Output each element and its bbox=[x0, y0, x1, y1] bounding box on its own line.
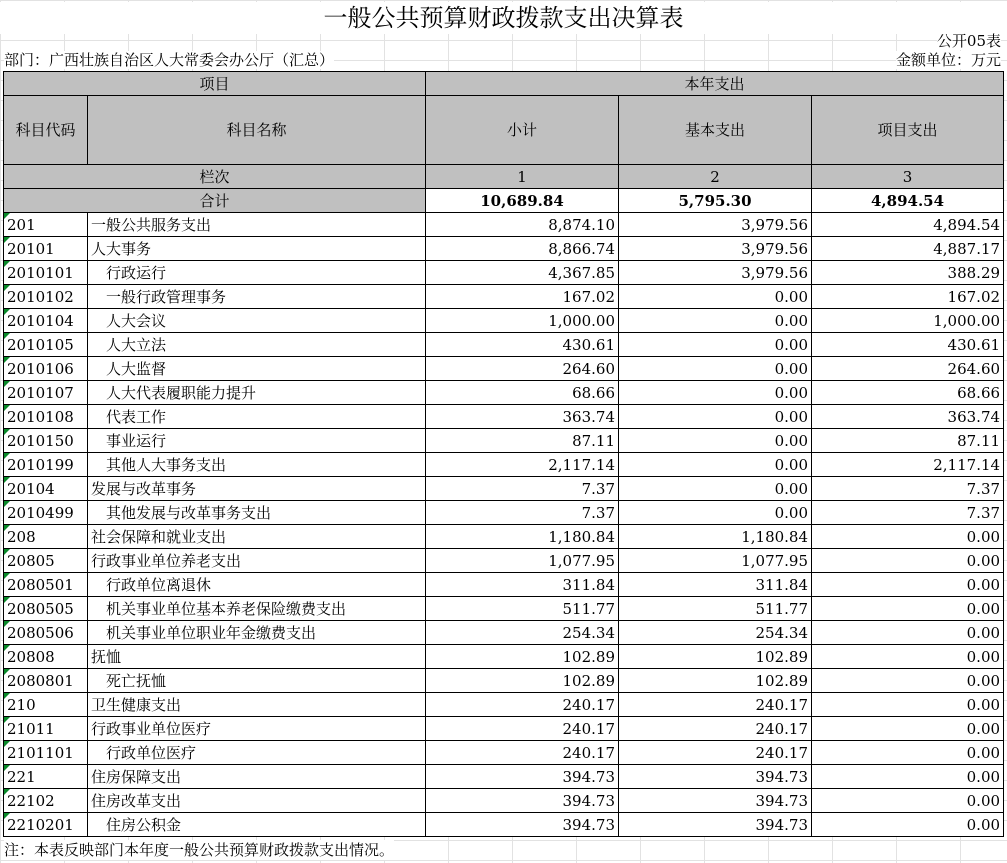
table-row bbox=[4, 213, 1004, 237]
table-row bbox=[4, 717, 1004, 741]
row-name[interactable]: 住房改革支出 bbox=[88, 789, 426, 813]
total-label: 合计 bbox=[4, 189, 426, 213]
row-code[interactable]: 2080801 bbox=[4, 669, 88, 693]
row-project[interactable]: 388.29 bbox=[812, 261, 1004, 285]
row-basic[interactable]: 0.00 bbox=[619, 357, 812, 381]
row-basic[interactable]: 102.89 bbox=[619, 645, 812, 669]
row-project[interactable]: 264.60 bbox=[812, 357, 1004, 381]
row-code[interactable]: 2101101 bbox=[4, 741, 88, 765]
row-project[interactable]: 0.00 bbox=[812, 549, 1004, 573]
table-row bbox=[4, 765, 1004, 789]
table-row bbox=[4, 645, 1004, 669]
row-project[interactable]: 0.00 bbox=[812, 693, 1004, 717]
row-name[interactable]: 行政运行 bbox=[88, 261, 426, 285]
row-basic[interactable]: 240.17 bbox=[619, 741, 812, 765]
row-subtotal[interactable]: 1,000.00 bbox=[426, 309, 619, 333]
header-name: 科目名称 bbox=[88, 96, 426, 165]
row-basic[interactable]: 1,077.95 bbox=[619, 549, 812, 573]
row-name[interactable]: 人大监督 bbox=[88, 357, 426, 381]
row-code[interactable]: 20808 bbox=[4, 645, 88, 669]
row-name[interactable]: 抚恤 bbox=[88, 645, 426, 669]
row-project[interactable]: 4,887.17 bbox=[812, 237, 1004, 261]
total-subtotal: 10,689.84 bbox=[426, 189, 619, 213]
row-name[interactable]: 代表工作 bbox=[88, 405, 426, 429]
row-name[interactable]: 人大事务 bbox=[88, 237, 426, 261]
row-basic[interactable]: 254.34 bbox=[619, 621, 812, 645]
row-basic[interactable]: 0.00 bbox=[619, 405, 812, 429]
total-row bbox=[4, 189, 1004, 213]
row-name[interactable]: 住房保障支出 bbox=[88, 765, 426, 789]
row-code[interactable]: 2010150 bbox=[4, 429, 88, 453]
table-row bbox=[4, 429, 1004, 453]
row-subtotal[interactable]: 511.77 bbox=[426, 597, 619, 621]
row-project[interactable]: 167.02 bbox=[812, 285, 1004, 309]
row-project[interactable]: 4,894.54 bbox=[812, 213, 1004, 237]
row-subtotal[interactable]: 430.61 bbox=[426, 333, 619, 357]
row-name[interactable]: 机关事业单位基本养老保险缴费支出 bbox=[88, 597, 426, 621]
header-row-1 bbox=[4, 72, 1004, 96]
row-subtotal[interactable]: 8,874.10 bbox=[426, 213, 619, 237]
row-subtotal[interactable]: 4,367.85 bbox=[426, 261, 619, 285]
row-project[interactable]: 68.66 bbox=[812, 381, 1004, 405]
total-project: 4,894.54 bbox=[812, 189, 1004, 213]
row-project[interactable]: 7.37 bbox=[812, 477, 1004, 501]
row-project[interactable]: 1,000.00 bbox=[812, 309, 1004, 333]
row-name[interactable]: 其他人大事务支出 bbox=[88, 453, 426, 477]
footnote: 注：本表反映部门本年度一般公共预算财政拨款支出情况。 bbox=[4, 841, 395, 859]
unit-label: 金额单位：万元 bbox=[895, 51, 1001, 69]
row-name[interactable]: 一般公共服务支出 bbox=[88, 213, 426, 237]
column-index-label: 栏次 bbox=[4, 165, 426, 189]
row-name[interactable]: 发展与改革事务 bbox=[88, 477, 426, 501]
row-code[interactable]: 2010199 bbox=[4, 453, 88, 477]
row-basic[interactable]: 511.77 bbox=[619, 597, 812, 621]
row-subtotal[interactable]: 102.89 bbox=[426, 669, 619, 693]
table-row bbox=[4, 573, 1004, 597]
row-subtotal[interactable]: 102.89 bbox=[426, 645, 619, 669]
row-code[interactable]: 2080505 bbox=[4, 597, 88, 621]
row-subtotal[interactable]: 254.34 bbox=[426, 621, 619, 645]
table-row bbox=[4, 549, 1004, 573]
row-subtotal[interactable]: 8,866.74 bbox=[426, 237, 619, 261]
table-row bbox=[4, 525, 1004, 549]
row-project[interactable]: 430.61 bbox=[812, 333, 1004, 357]
row-name[interactable]: 社会保障和就业支出 bbox=[88, 525, 426, 549]
row-code[interactable]: 20101 bbox=[4, 237, 88, 261]
row-project[interactable]: 363.74 bbox=[812, 405, 1004, 429]
row-code[interactable]: 2010108 bbox=[4, 405, 88, 429]
row-name[interactable]: 卫生健康支出 bbox=[88, 693, 426, 717]
row-basic[interactable]: 0.00 bbox=[619, 429, 812, 453]
table-row bbox=[4, 357, 1004, 381]
header-current-year: 本年支出 bbox=[426, 72, 1004, 96]
row-basic[interactable]: 3,979.56 bbox=[619, 213, 812, 237]
row-project[interactable]: 0.00 bbox=[812, 765, 1004, 789]
table-row bbox=[4, 333, 1004, 357]
header-basic: 基本支出 bbox=[619, 96, 812, 165]
table-row bbox=[4, 309, 1004, 333]
row-name[interactable]: 死亡抚恤 bbox=[88, 669, 426, 693]
row-basic[interactable]: 0.00 bbox=[619, 381, 812, 405]
row-name[interactable]: 人大会议 bbox=[88, 309, 426, 333]
row-basic[interactable]: 240.17 bbox=[619, 693, 812, 717]
table-row bbox=[4, 477, 1004, 501]
row-project[interactable]: 87.11 bbox=[812, 429, 1004, 453]
row-subtotal[interactable]: 394.73 bbox=[426, 765, 619, 789]
row-code[interactable]: 2010102 bbox=[4, 285, 88, 309]
row-code[interactable]: 22102 bbox=[4, 789, 88, 813]
row-subtotal[interactable]: 264.60 bbox=[426, 357, 619, 381]
row-basic[interactable]: 0.00 bbox=[619, 453, 812, 477]
row-basic[interactable]: 0.00 bbox=[619, 477, 812, 501]
row-project[interactable]: 7.37 bbox=[812, 501, 1004, 525]
table-row bbox=[4, 669, 1004, 693]
row-subtotal[interactable]: 394.73 bbox=[426, 813, 619, 837]
row-project[interactable]: 0.00 bbox=[812, 717, 1004, 741]
row-code[interactable]: 210 bbox=[4, 693, 88, 717]
row-project[interactable]: 0.00 bbox=[812, 573, 1004, 597]
row-subtotal[interactable]: 87.11 bbox=[426, 429, 619, 453]
table-row bbox=[4, 285, 1004, 309]
row-project[interactable]: 0.00 bbox=[812, 813, 1004, 837]
table-row bbox=[4, 621, 1004, 645]
row-code[interactable]: 2080506 bbox=[4, 621, 88, 645]
row-project[interactable]: 0.00 bbox=[812, 645, 1004, 669]
row-code[interactable]: 2010106 bbox=[4, 357, 88, 381]
row-code[interactable]: 20104 bbox=[4, 477, 88, 501]
row-basic[interactable]: 394.73 bbox=[619, 789, 812, 813]
total-basic: 5,795.30 bbox=[619, 189, 812, 213]
row-name[interactable]: 行政事业单位养老支出 bbox=[88, 549, 426, 573]
row-project[interactable]: 0.00 bbox=[812, 621, 1004, 645]
row-name[interactable]: 行政单位离退休 bbox=[88, 573, 426, 597]
table-row bbox=[4, 261, 1004, 285]
row-code[interactable]: 2010107 bbox=[4, 381, 88, 405]
row-basic[interactable]: 3,979.56 bbox=[619, 261, 812, 285]
table-row bbox=[4, 597, 1004, 621]
row-code[interactable]: 221 bbox=[4, 765, 88, 789]
header-item: 项目 bbox=[4, 72, 426, 96]
row-project[interactable]: 2,117.14 bbox=[812, 453, 1004, 477]
row-code[interactable]: 2010499 bbox=[4, 501, 88, 525]
row-subtotal[interactable]: 240.17 bbox=[426, 717, 619, 741]
table-row bbox=[4, 501, 1004, 525]
row-code[interactable]: 2210201 bbox=[4, 813, 88, 837]
row-subtotal[interactable]: 167.02 bbox=[426, 285, 619, 309]
row-subtotal[interactable]: 1,180.84 bbox=[426, 525, 619, 549]
row-subtotal[interactable]: 240.17 bbox=[426, 741, 619, 765]
header-code: 科目代码 bbox=[4, 96, 88, 165]
row-basic[interactable]: 3,979.56 bbox=[619, 237, 812, 261]
row-project[interactable]: 0.00 bbox=[812, 597, 1004, 621]
row-project[interactable]: 0.00 bbox=[812, 789, 1004, 813]
row-basic[interactable]: 102.89 bbox=[619, 669, 812, 693]
row-name[interactable]: 一般行政管理事务 bbox=[88, 285, 426, 309]
table-row bbox=[4, 693, 1004, 717]
header-subtotal: 小计 bbox=[426, 96, 619, 165]
row-code[interactable]: 20805 bbox=[4, 549, 88, 573]
expenditure-table bbox=[3, 71, 1004, 837]
row-project[interactable]: 0.00 bbox=[812, 741, 1004, 765]
row-code[interactable]: 208 bbox=[4, 525, 88, 549]
row-name[interactable]: 事业运行 bbox=[88, 429, 426, 453]
row-name[interactable]: 人大代表履职能力提升 bbox=[88, 381, 426, 405]
row-name[interactable]: 其他发展与改革事务支出 bbox=[88, 501, 426, 525]
column-index-3: 3 bbox=[812, 165, 1004, 189]
row-name[interactable]: 机关事业单位职业年金缴费支出 bbox=[88, 621, 426, 645]
row-basic[interactable]: 394.73 bbox=[619, 765, 812, 789]
row-basic[interactable]: 240.17 bbox=[619, 717, 812, 741]
row-subtotal[interactable]: 2,117.14 bbox=[426, 453, 619, 477]
row-subtotal[interactable]: 7.37 bbox=[426, 477, 619, 501]
row-subtotal[interactable]: 7.37 bbox=[426, 501, 619, 525]
column-index-1: 1 bbox=[426, 165, 619, 189]
row-basic[interactable]: 1,180.84 bbox=[619, 525, 812, 549]
row-name[interactable]: 行政单位医疗 bbox=[88, 741, 426, 765]
row-code[interactable]: 21011 bbox=[4, 717, 88, 741]
row-basic[interactable]: 0.00 bbox=[619, 309, 812, 333]
row-project[interactable]: 0.00 bbox=[812, 525, 1004, 549]
row-basic[interactable]: 394.73 bbox=[619, 813, 812, 837]
table-row bbox=[4, 741, 1004, 765]
table-row bbox=[4, 405, 1004, 429]
table-row bbox=[4, 789, 1004, 813]
row-basic[interactable]: 311.84 bbox=[619, 573, 812, 597]
row-subtotal[interactable]: 68.66 bbox=[426, 381, 619, 405]
header-project: 项目支出 bbox=[812, 96, 1004, 165]
row-code[interactable]: 2010104 bbox=[4, 309, 88, 333]
page-title: 一般公共预算财政拨款支出决算表 bbox=[0, 2, 1007, 34]
row-subtotal[interactable]: 394.73 bbox=[426, 789, 619, 813]
row-code[interactable]: 2010101 bbox=[4, 261, 88, 285]
table-row bbox=[4, 381, 1004, 405]
form-number: 公开05表 bbox=[936, 32, 1001, 50]
row-subtotal[interactable]: 363.74 bbox=[426, 405, 619, 429]
table-row bbox=[4, 237, 1004, 261]
row-code[interactable]: 2080501 bbox=[4, 573, 88, 597]
column-index-2: 2 bbox=[619, 165, 812, 189]
row-code[interactable]: 2010105 bbox=[4, 333, 88, 357]
row-name[interactable]: 住房公积金 bbox=[88, 813, 426, 837]
row-code[interactable]: 201 bbox=[4, 213, 88, 237]
row-name[interactable]: 行政事业单位医疗 bbox=[88, 717, 426, 741]
row-basic[interactable]: 0.00 bbox=[619, 285, 812, 309]
row-project[interactable]: 0.00 bbox=[812, 669, 1004, 693]
row-subtotal[interactable]: 240.17 bbox=[426, 693, 619, 717]
row-name[interactable]: 人大立法 bbox=[88, 333, 426, 357]
table-row bbox=[4, 813, 1004, 837]
column-index-row bbox=[4, 165, 1004, 189]
header-row-2 bbox=[4, 96, 1004, 165]
table-row bbox=[4, 453, 1004, 477]
row-basic[interactable]: 0.00 bbox=[619, 333, 812, 357]
row-subtotal[interactable]: 1,077.95 bbox=[426, 549, 619, 573]
row-subtotal[interactable]: 311.84 bbox=[426, 573, 619, 597]
row-basic[interactable]: 0.00 bbox=[619, 501, 812, 525]
department-label: 部门：广西壮族自治区人大常委会办公厅（汇总） bbox=[4, 51, 335, 69]
